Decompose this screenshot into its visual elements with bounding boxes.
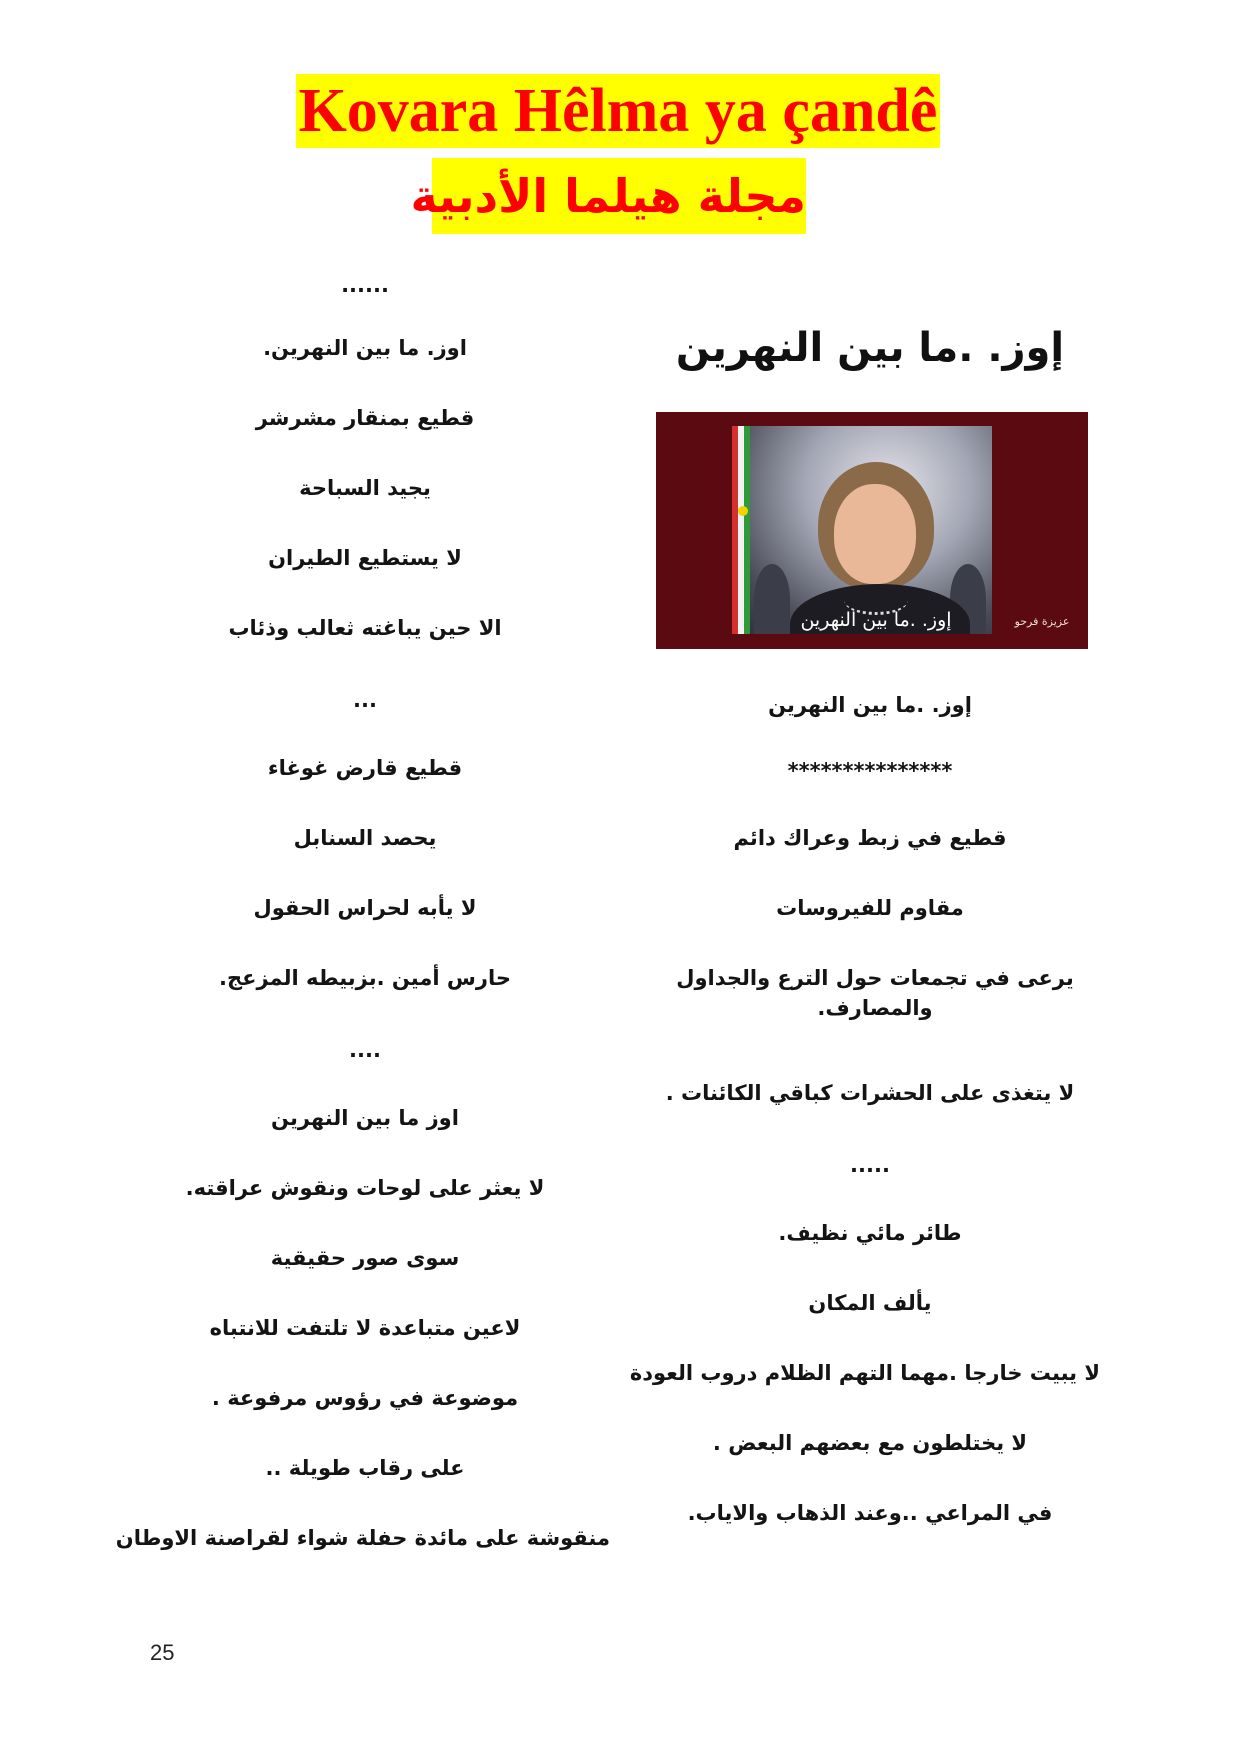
poem-line: ...... <box>341 273 389 297</box>
poem-heading: إوز. .ما بين النهرين <box>675 325 1065 371</box>
poem-line: منقوشة على مائدة حفلة شواء لقراصنة الاوطان <box>115 1526 610 1550</box>
poem-line: يرعى في تجمعات حول الترع والجداول والمصارف. <box>676 966 1074 1020</box>
flag-sun-icon <box>738 506 748 516</box>
poem-line: إوز. .ما بين النهرين <box>768 693 972 717</box>
poem-line: موضوعة في رؤوس مرفوعة . <box>211 1386 519 1410</box>
poem-line: يجيد السباحة <box>299 476 431 500</box>
poem-line: .... <box>349 1038 381 1062</box>
magazine-title-latin: Kovara Hêlma ya çandê <box>296 74 940 148</box>
poem-line: ..... <box>850 1153 890 1177</box>
poem-line: سوى صور حقيقية <box>270 1246 460 1270</box>
poem-line: لا يبيت خارجا .مهما التهم الظلام دروب العودة <box>629 1361 1100 1385</box>
poem-line: لاعين متباعدة لا تلتفت للانتباه <box>209 1316 521 1340</box>
poem-line: يحصد السنابل <box>293 826 437 850</box>
poem-line: الا حين يباغته ثعالب وذئاب <box>228 616 502 640</box>
poem-line: قطيع في زبط وعراك دائم <box>733 826 1007 850</box>
magazine-title-arabic: مجلة هيلما الأدبية <box>432 158 806 234</box>
poem-line: على رقاب طويلة .. <box>265 1456 465 1480</box>
poem-line: قطيع قارض غوغاء <box>267 756 463 780</box>
poem-line: لا يأبه لحراس الحقول <box>253 896 477 920</box>
poem-line: *************** <box>787 759 953 783</box>
poem-line: ... <box>353 688 377 712</box>
photo-caption: إوز. .ما بين النهرين <box>800 609 952 631</box>
poem-line: لا يستطيع الطيران <box>268 546 462 570</box>
poem-line: اوز. ما بين النهرين. <box>263 336 467 360</box>
poem-line: حارس أمين .بزبيطه المزعج. <box>219 966 511 990</box>
kurdistan-flag-icon <box>732 426 750 634</box>
poem-line: لا يتغذى على الحشرات كباقي الكائنات . <box>665 1081 1075 1105</box>
poem-line: لا يختلطون مع بعضهم البعض . <box>712 1431 1028 1455</box>
portrait-face <box>834 484 916 584</box>
poem-line: مقاوم للفيروسات <box>776 896 964 920</box>
page-number: 25 <box>150 1640 175 1665</box>
poem-line: لا يعثر على لوحات ونقوش عراقته. <box>185 1176 545 1200</box>
poem-line: طائر مائي نظيف. <box>778 1221 962 1245</box>
poet-photo <box>656 412 1088 649</box>
photo-author: عزيزة فرحو <box>1014 615 1070 628</box>
poem-line: اوز ما بين النهرين <box>271 1106 459 1130</box>
photo-portrait <box>732 426 992 634</box>
poem-line: يألف المكان <box>808 1291 932 1315</box>
poem-line: في المراعي ..وعند الذهاب والاياب. <box>687 1501 1053 1525</box>
poem-line: قطيع بمنقار مشرشر <box>255 406 475 430</box>
